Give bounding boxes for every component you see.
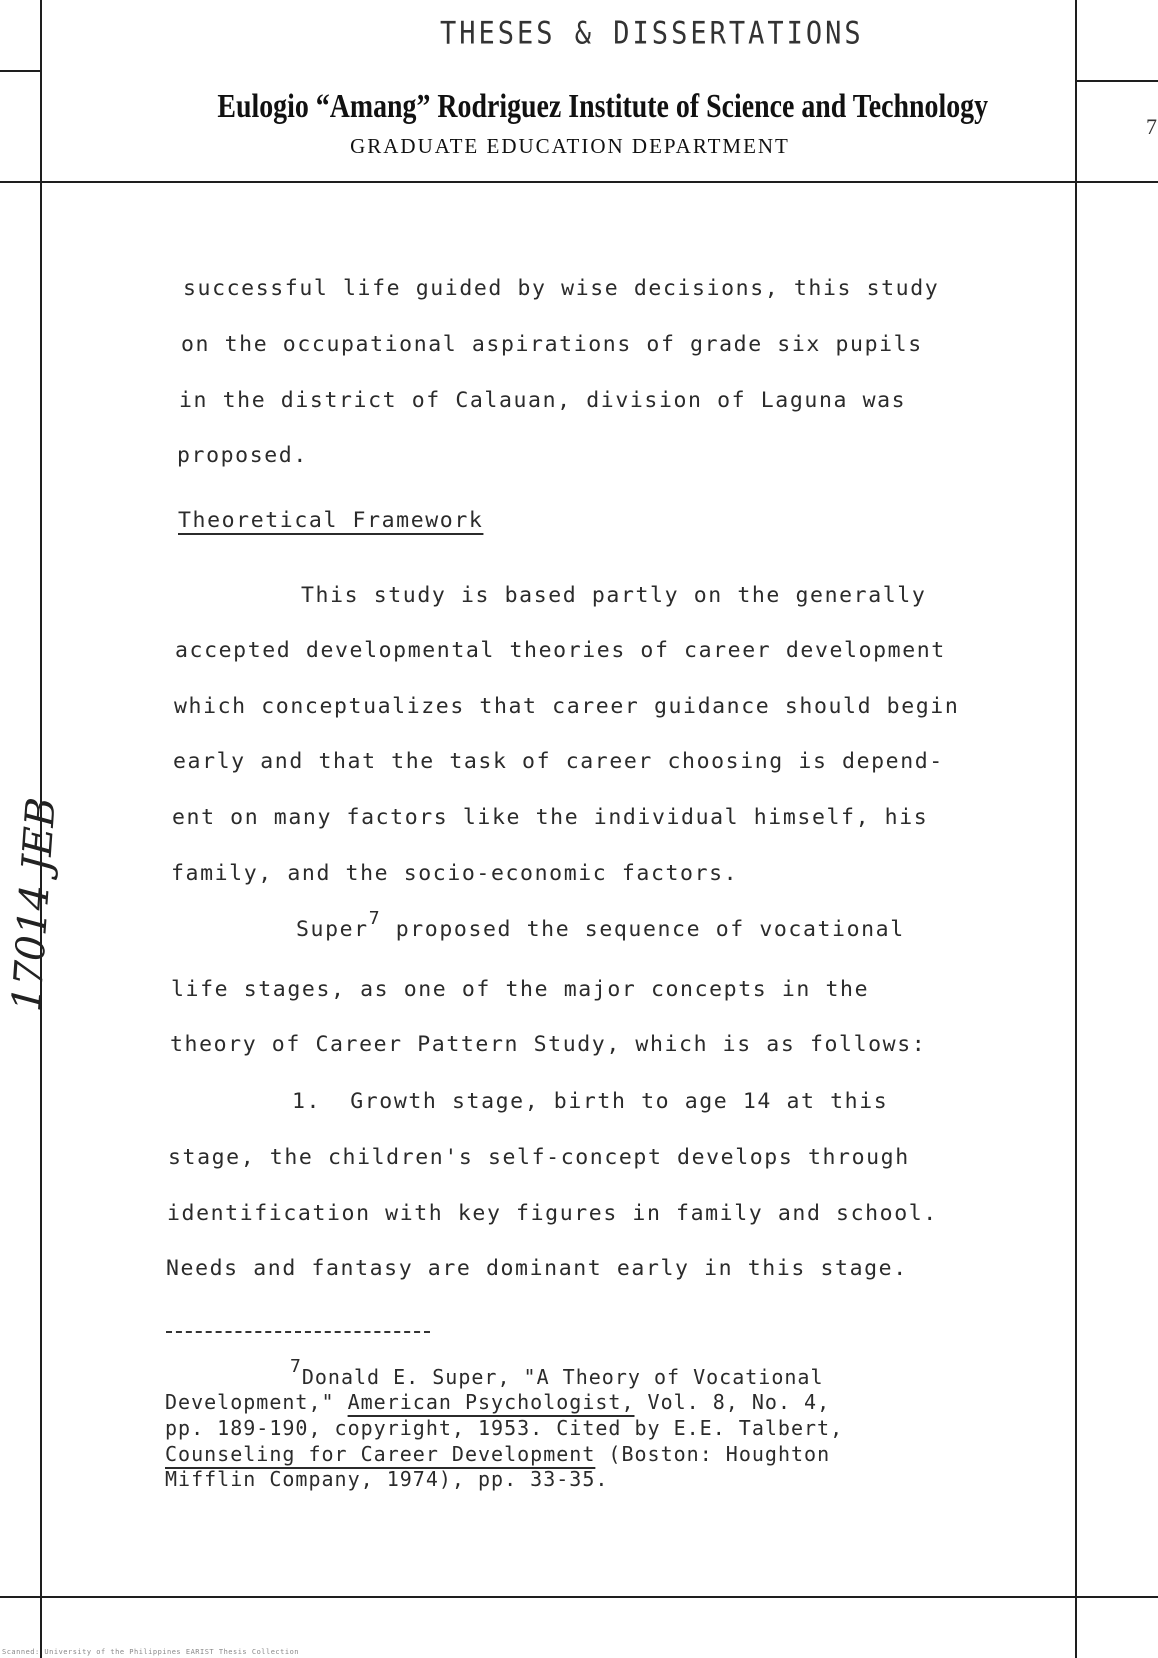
footer-rule <box>0 1596 1158 1598</box>
footnote-text: Vol. 8, No. 4, <box>647 1390 831 1414</box>
body-line: theory of Career Pattern Study, which is as follows: <box>170 1032 927 1057</box>
body-line: on the occupational aspirations of grade six pupils <box>181 332 923 357</box>
body-line: Needs and fantasy are dominant early in this stage. <box>166 1256 908 1281</box>
theses-dissertations-stamp: THESES & DISSERTATIONS <box>440 15 864 52</box>
body-line: in the district of Calauan, division of Laguna was <box>179 388 907 413</box>
footnote-line <box>165 1392 830 1412</box>
footnote-text: Donald E. Super, "A Theory of Vocational <box>301 1365 824 1389</box>
handwritten-accession-note: 17014 JEB <box>4 795 65 1014</box>
institute-name: Eulogio “Amang” Rodriguez Institute of Science and Technology <box>217 88 989 125</box>
body-line: early and that the task of career choosing is depend- <box>173 749 944 774</box>
footnote-marker: 7 <box>290 1356 302 1377</box>
section-heading: Theoretical Framework <box>178 508 484 533</box>
body-line: ent on many factors like the individual himself, his <box>172 805 929 830</box>
footnote-line <box>290 1356 824 1389</box>
footnote-line <box>165 1444 830 1464</box>
page-right-border <box>1075 0 1077 1658</box>
page-number: 7 <box>1146 114 1157 139</box>
body-line: stage, the children's self-concept develops through <box>168 1145 910 1170</box>
header-rule-bottom <box>0 181 1158 183</box>
list-item-first-line <box>292 1089 888 1114</box>
body-line: life stages, as one of the major concepts in the <box>171 977 870 1002</box>
body-line: proposed. <box>177 443 308 468</box>
scan-fine-print: Scanned: University of the Philippines EARIST Thesis Collection <box>2 1648 300 1656</box>
body-line: successful life guided by wise decisions, this study <box>183 276 940 301</box>
journal-title: American Psychologist, <box>347 1390 635 1414</box>
header-rule-top-left <box>0 70 42 72</box>
body-line: which conceptualizes that career guidance should begin <box>174 694 960 719</box>
header-rule-top-right <box>1077 80 1158 82</box>
footnote-line: Mifflin Company, 1974), pp. 33-35. <box>165 1467 609 1491</box>
book-title: Counseling for Career Development <box>165 1442 596 1466</box>
footnote-reference: 7 <box>368 908 382 929</box>
footnote-text: Development," <box>165 1390 335 1414</box>
footnote-line: pp. 189-190, copyright, 1953. Cited by E.E. Talbert, <box>165 1416 844 1440</box>
list-number: 1. <box>292 1089 322 1114</box>
body-line: identification with key figures in family and school. <box>167 1201 938 1226</box>
body-line: family, and the socio-economic factors. <box>171 861 739 886</box>
footnote-separator <box>166 1331 430 1333</box>
body-text: proposed the sequence of vocational <box>395 917 905 942</box>
body-line: This study is based partly on the generally <box>301 583 927 608</box>
body-text: Growth stage, birth to age 14 at this <box>350 1089 889 1114</box>
body-line: accepted developmental theories of career development <box>175 638 946 663</box>
footnote-text: (Boston: Houghton <box>608 1442 831 1466</box>
department-name: GRADUATE EDUCATION DEPARTMENT <box>350 134 790 158</box>
super-paragraph-first-line <box>296 908 905 942</box>
author-name: Super <box>296 917 369 942</box>
